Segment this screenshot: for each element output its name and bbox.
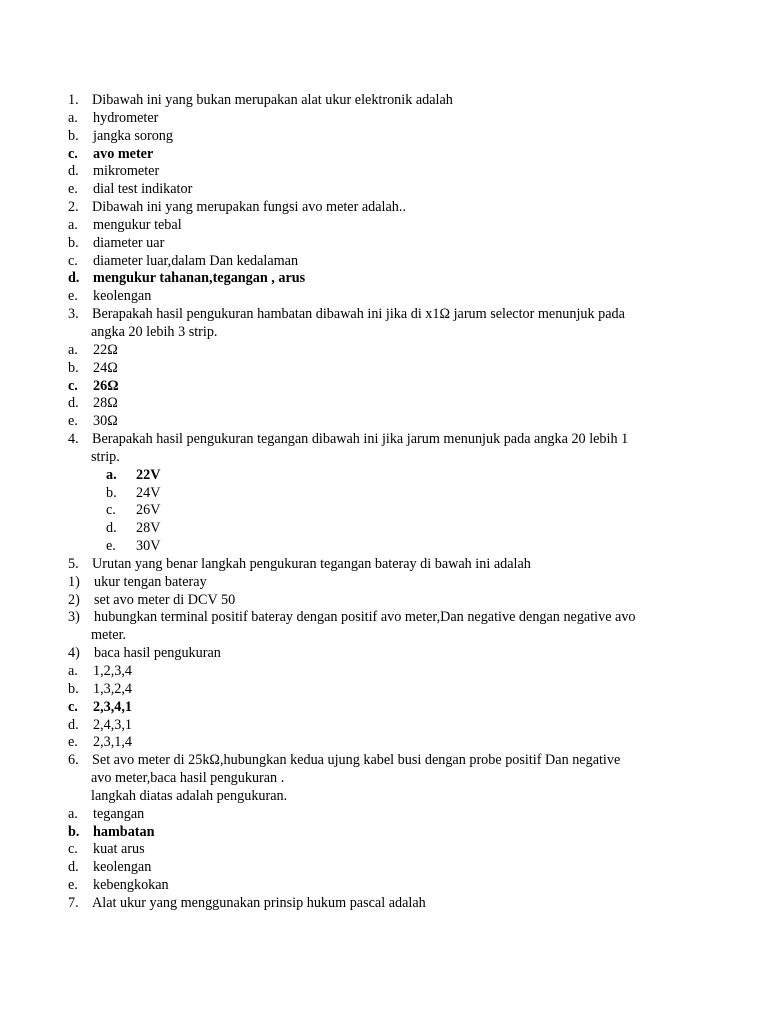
line-text: 26Ω [93, 377, 119, 394]
line-text: 26V [136, 502, 161, 519]
list-marker: b. [68, 234, 79, 251]
line-text: avo meter [93, 145, 154, 162]
list-marker: e. [68, 734, 78, 751]
question-line [68, 199, 708, 217]
list-marker: a. [68, 109, 78, 126]
line-text: 24Ω [93, 359, 118, 376]
option-line [68, 413, 708, 431]
list-marker: c. [68, 252, 78, 269]
option-line [68, 502, 708, 520]
line-text: mikrometer [93, 163, 160, 180]
line-text: Berapakah hasil pengukuran tegangan dibawah ini jika jarum menunjuk pada angka 20 lebih 1 [92, 431, 629, 448]
line-text: Dibawah ini yang bukan merupakan alat ukur elektronik adalah [92, 92, 453, 108]
list-marker: a. [68, 663, 78, 679]
list-marker: 1. [68, 92, 79, 108]
option-line [68, 217, 708, 235]
line-text: 22V [136, 466, 161, 483]
line-text: hydrometer [93, 109, 159, 126]
option-line [68, 163, 708, 181]
option-line [68, 681, 708, 699]
list-marker: c. [68, 377, 78, 394]
line-text: jangka sorong [93, 127, 173, 144]
continuation-line [68, 324, 708, 342]
line-text: ukur tengan bateray [94, 573, 207, 590]
line-text: dial test indikator [93, 181, 193, 198]
option-line [68, 181, 708, 199]
line-text: diameter uar [93, 234, 165, 251]
continuation-line [68, 788, 708, 806]
line-text: mengukur tahanan,tegangan , arus [93, 270, 306, 287]
list-marker: b. [68, 823, 80, 840]
list-marker: d. [68, 859, 79, 876]
line-text: Dibawah ini yang merupakan fungsi avo meter adalah.. [92, 199, 406, 216]
list-marker: a. [68, 341, 78, 358]
line-text: Alat ukur yang menggunakan prinsip hukum pascal adalah [92, 894, 426, 911]
option-line [68, 395, 708, 413]
question-list [68, 92, 708, 913]
list-marker: a. [106, 466, 117, 483]
list-marker: 6. [68, 752, 79, 769]
line-text: diameter luar,dalam Dan kedalaman [93, 252, 299, 269]
line-text: hambatan [93, 823, 155, 840]
line-text: 2,3,4,1 [93, 698, 133, 715]
line-text: 2,4,3,1 [93, 716, 133, 733]
list-marker: e. [106, 538, 116, 555]
continuation-line [68, 627, 708, 645]
question-line [68, 556, 708, 574]
option-line [68, 485, 708, 503]
list-marker: 1) [68, 573, 80, 590]
list-marker: e. [68, 181, 78, 198]
list-marker: 2) [68, 591, 80, 608]
option-line [68, 467, 708, 485]
question-line [68, 92, 708, 110]
list-marker: d. [68, 163, 79, 180]
list-marker: e. [68, 877, 78, 894]
question-line [68, 306, 708, 324]
line-text: meter. [91, 627, 127, 644]
line-text: avo meter,baca hasil pengukuran . [91, 770, 285, 787]
line-text: 1,2,3,4 [93, 663, 133, 679]
line-text: kebengkokan [93, 877, 169, 894]
step-line [68, 609, 708, 627]
list-marker: a. [68, 216, 78, 233]
line-text: Urutan yang benar langkah pengukuran tegangan bateray di bawah ini adalah [92, 555, 531, 572]
list-marker: b. [68, 127, 79, 144]
list-marker: b. [106, 484, 117, 501]
continuation-line [68, 770, 708, 788]
list-marker: b. [68, 359, 79, 376]
list-marker: 7. [68, 894, 79, 911]
list-marker: 4. [68, 431, 79, 448]
line-text: strip. [91, 448, 120, 465]
list-marker: c. [68, 841, 78, 858]
line-text: angka 20 lebih 3 strip. [91, 323, 218, 340]
option-line [68, 859, 708, 877]
option-line [68, 270, 708, 288]
step-line [68, 645, 708, 663]
step-line [68, 592, 708, 610]
line-text: keolengan [93, 288, 152, 305]
question-line [68, 431, 708, 449]
question-line [68, 752, 708, 770]
line-text: 28Ω [93, 395, 118, 412]
line-text: langkah diatas adalah pengukuran. [91, 787, 288, 804]
line-text: 22Ω [93, 341, 118, 358]
line-text: set avo meter di DCV 50 [94, 591, 236, 608]
option-line [68, 717, 708, 735]
continuation-line [68, 449, 708, 467]
option-line [68, 378, 708, 396]
line-text: 24V [136, 484, 161, 501]
step-line [68, 574, 708, 592]
line-text: Set avo meter di 25kΩ,hubungkan kedua ujung kabel busi dengan probe positif Dan negative [92, 752, 621, 769]
list-marker: d. [68, 395, 79, 412]
line-text: 2,3,1,4 [93, 734, 133, 751]
line-text: 30Ω [93, 413, 118, 430]
line-text: keolengan [93, 859, 152, 876]
line-text: kuat arus [93, 841, 145, 858]
option-line [68, 538, 708, 556]
list-marker: 2. [68, 199, 79, 216]
list-marker: d. [68, 716, 79, 733]
option-line [68, 663, 708, 681]
option-line [68, 235, 708, 253]
list-marker: d. [106, 520, 117, 537]
line-text: Berapakah hasil pengukuran hambatan dibawah ini jika di x1Ω jarum selector menunjuk pada [92, 306, 625, 323]
line-text: 28V [136, 520, 161, 537]
list-marker: a. [68, 805, 78, 822]
list-marker: 3) [68, 609, 80, 626]
line-text: tegangan [93, 805, 145, 822]
option-line [68, 806, 708, 824]
option-line [68, 360, 708, 378]
option-line [68, 288, 708, 306]
list-marker: 4) [68, 645, 80, 662]
list-marker: b. [68, 680, 79, 697]
option-line [68, 253, 708, 271]
line-text: 30V [136, 538, 161, 555]
list-marker: c. [68, 145, 78, 162]
list-marker: d. [68, 270, 80, 287]
option-line [68, 841, 708, 859]
option-line [68, 342, 708, 360]
list-marker: e. [68, 413, 78, 430]
line-text: hubungkan terminal positif bateray dengan positif avo meter,Dan negative dengan negative avo [94, 609, 636, 626]
line-text: baca hasil pengukuran [94, 645, 221, 662]
line-text: mengukur tebal [93, 216, 182, 233]
list-marker: 3. [68, 306, 79, 323]
option-line [68, 110, 708, 128]
option-line [68, 734, 708, 752]
question-line [68, 895, 708, 913]
option-line [68, 520, 708, 538]
option-line [68, 699, 708, 717]
option-line [68, 877, 708, 895]
list-marker: c. [68, 698, 78, 715]
list-marker: c. [106, 502, 116, 519]
option-line [68, 824, 708, 842]
list-marker: 5. [68, 555, 79, 572]
list-marker: e. [68, 288, 78, 305]
option-line [68, 128, 708, 146]
option-line [68, 146, 708, 164]
line-text: 1,3,2,4 [93, 680, 133, 697]
